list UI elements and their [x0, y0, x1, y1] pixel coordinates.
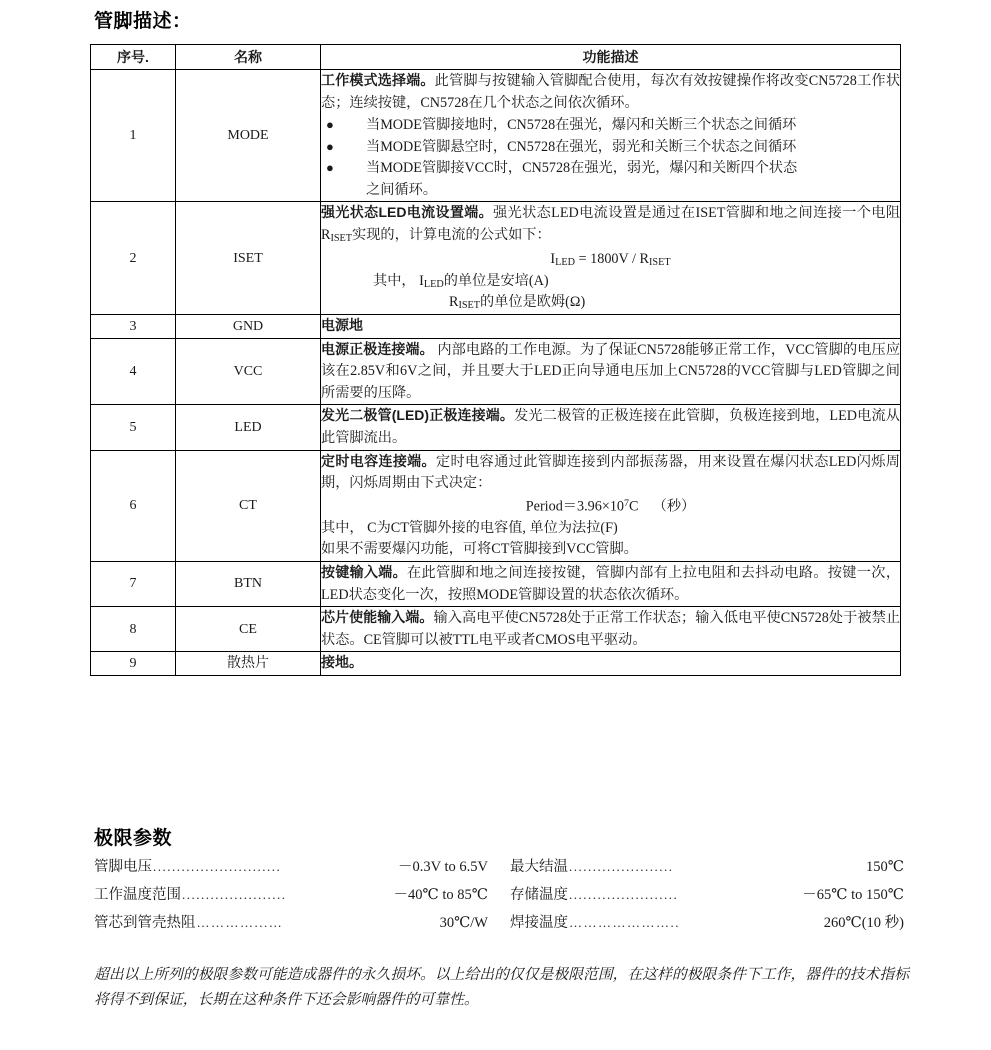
description-body: 内部电路的工作电源。为了保证CN5728能够正常工作，VCC管脚的电压应该在2.85V和6V之间，并且要大于LED正向导通电压加上CN5728的VCC管脚与LED管脚之间所需要的压降。: [321, 341, 901, 401]
pin-number: 8: [91, 607, 176, 652]
rating-row: [94, 855, 904, 876]
pin-name: GND: [176, 315, 321, 339]
description-lead: 发光二极管(LED)正极连接端。: [321, 407, 515, 424]
formula-note2-prefix: R: [449, 294, 459, 311]
description-body: 定时电容通过此管脚连接到内部振荡器，用来设置在爆闪状态LED闪烁周期，闪烁周期由下式决定：: [321, 453, 900, 492]
table-row: [91, 338, 901, 405]
absolute-maximum-title: 极限参数: [94, 828, 173, 849]
pin-name: CT: [176, 450, 321, 561]
pin-number: 4: [91, 338, 176, 405]
rating-value: 260℃(10 秒): [823, 915, 904, 931]
description-body: 此管脚与按键输入管脚配合使用，每次有效按键操作将改变CN5728工作状态；连续按键，CN5728在几个状态之间依次循环。: [321, 73, 901, 111]
description-lead: 强光状态LED电流设置端。: [321, 204, 493, 221]
formula-equals-value: = 1800V / R: [575, 250, 649, 267]
table-row: [91, 561, 901, 606]
rating-row: [94, 883, 904, 904]
pin-function-description: [321, 405, 901, 450]
pin-number: 1: [91, 70, 176, 202]
pin-function-description: [321, 607, 901, 652]
pin-number: 9: [91, 652, 176, 676]
rating-entry: [94, 855, 488, 876]
table-row: [91, 607, 901, 652]
rating-entry: [488, 883, 904, 904]
description-lead: 电源正极连接端。: [321, 340, 434, 357]
formula-note-suffix: 的单位是安培(A): [443, 272, 549, 289]
pin-number: 3: [91, 315, 176, 339]
column-header-number: 序号.: [91, 45, 176, 70]
formula-note2-subscript: ISET: [458, 300, 481, 312]
period-prefix: Period＝3.96×10: [525, 498, 625, 515]
table-header-row: [91, 45, 901, 70]
pin-description-title: 管脚描述：: [94, 11, 192, 32]
bullet-continuation: 之间循环。: [366, 181, 437, 198]
description-lead: 工作模式选择端。: [321, 72, 435, 88]
dot-leader: …………...…: [196, 915, 284, 930]
list-item: [321, 158, 900, 180]
rating-label: 工作温度范围: [94, 887, 181, 903]
formula-current-symbol: I: [550, 250, 556, 267]
rating-row: [94, 911, 904, 932]
bullet-icon: ●: [326, 160, 334, 176]
table-row: [91, 450, 901, 561]
pin-number: 7: [91, 561, 176, 606]
rating-entry: [488, 855, 904, 876]
dot-leader: ......................: [182, 887, 287, 902]
pin-function-description: [321, 652, 901, 676]
rating-entry: [94, 883, 488, 904]
description-body: 在此管脚和地之间连接按键，管脚内部有上拉电阻和去抖动电路。按键一次，LED状态变化一次，按照MODE管脚设置的状态依次循环。: [321, 564, 901, 603]
resistor-subscript: ISET: [330, 233, 353, 245]
formula-note-prefix: 其中， I: [373, 272, 424, 289]
period-suffix: C: [628, 498, 639, 515]
pin-function-description: [321, 338, 901, 405]
mode-bullet-list: [321, 115, 900, 180]
pin-name: MODE: [176, 70, 321, 202]
formula-current-subscript: LED: [555, 257, 576, 269]
pin-function-description: [321, 202, 901, 315]
absolute-maximum-ratings: [94, 855, 904, 939]
description-lead: 芯片使能输入端。: [321, 609, 434, 626]
dot-leader: .......................: [569, 887, 679, 902]
rating-label: 焊接温度: [510, 915, 568, 931]
rating-label: 管芯到管壳热阻: [94, 915, 196, 931]
description-lead: 定时电容连接端。: [321, 452, 436, 469]
pin-description-table: [90, 44, 901, 676]
ct-note-1-post: , 单位为法拉(F): [522, 519, 618, 536]
table-row: [91, 405, 901, 450]
ct-note-2: 如果不需要爆闪功能，可将CT管脚接到VCC管脚。: [321, 541, 638, 558]
rating-value: 30℃/W: [439, 915, 488, 931]
table-row: [91, 202, 901, 315]
list-item: [321, 115, 900, 137]
formula-note2-suffix: 的单位是欧姆(Ω): [480, 294, 586, 311]
description-lead: 接地。: [321, 654, 363, 671]
column-header-name: 名称: [176, 45, 321, 70]
pin-name: CE: [176, 607, 321, 652]
pin-name: LED: [176, 405, 321, 450]
description-body: 发光二极管的正极连接在此管脚，负极连接到地，LED电流从此管脚流出。: [321, 408, 900, 446]
list-item-label: 当MODE管脚悬空时，CN5728在强光，弱光和关断三个状态之间循环: [366, 138, 797, 155]
pin-number: 2: [91, 202, 176, 315]
description-body: 输入高电平使CN5728处于正常工作状态；输入低电平使CN5728处于被禁止状态。CE管脚可以被TTL电平或者CMOS电平驱动。: [321, 610, 901, 648]
rating-entry: [94, 911, 488, 932]
rating-label: 管脚电压: [94, 859, 152, 875]
list-item-label: 当MODE管脚接地时，CN5728在强光，爆闪和关断三个状态之间循环: [366, 117, 797, 134]
rating-value: －40℃ to 85℃: [393, 887, 488, 903]
rating-entry: [488, 911, 904, 932]
table-row: [91, 315, 901, 339]
ct-note-1: [321, 518, 900, 540]
ct-note-1-pre: 其中， C为CT管脚外接的电容值: [321, 519, 523, 536]
period-unit: （秒）: [652, 498, 696, 515]
period-exponent: 7: [624, 497, 629, 509]
dot-leader: …………………..: [569, 915, 680, 930]
description-body-pre: 强光状态LED电流设置是通过在ISET管脚和地之间连接一个电阻R: [321, 205, 901, 244]
pin-function-description: [321, 70, 901, 202]
table-row: [91, 652, 901, 676]
ratings-footnote: 超出以上所列的极限参数可能造成器件的永久损坏。以上给出的仅仅是极限范围，在这样的极限条件下工作，器件的技术指标将得不到保证，长期在这种条件下还会影响器件的可靠性。: [94, 967, 909, 1009]
rating-label: 存储温度: [510, 887, 568, 903]
formula-resistor-subscript: ISET: [649, 257, 671, 269]
rating-value: －0.3V to 6.5V: [398, 859, 488, 875]
pin-function-description: [321, 450, 901, 561]
pin-name: VCC: [176, 338, 321, 405]
bullet-icon: ●: [326, 117, 334, 133]
table-row: [91, 70, 901, 202]
pin-name: 散热片: [176, 652, 321, 676]
list-item: [321, 137, 900, 159]
description-lead: 电源地: [321, 317, 363, 334]
description-body-post: 实现的，计算电流的公式如下：: [352, 227, 551, 244]
iset-formula-note-2: [321, 292, 900, 314]
pin-name: ISET: [176, 202, 321, 315]
rating-value: 150℃: [866, 859, 904, 875]
description-lead: 按键输入端。: [321, 563, 407, 580]
iset-formula-main: [321, 247, 900, 271]
iset-formula-note-1: [321, 271, 900, 293]
list-item-label: 当MODE管脚接VCC时，CN5728在强光，弱光，爆闪和关断四个状态: [366, 160, 798, 177]
dot-leader: ......................: [569, 859, 674, 874]
ct-period-formula: [321, 495, 900, 518]
pin-number: 5: [91, 405, 176, 450]
pin-number: 6: [91, 450, 176, 561]
column-header-function: 功能描述: [321, 45, 901, 70]
dot-leader: ...........................: [153, 859, 282, 874]
rating-label: 最大结温: [510, 859, 568, 875]
formula-note-subscript: LED: [423, 278, 444, 290]
rating-value: －65℃ to 150℃: [802, 887, 904, 903]
pin-function-description: [321, 561, 901, 606]
pin-name: BTN: [176, 561, 321, 606]
pin-function-description: [321, 315, 901, 339]
bullet-icon: ●: [326, 138, 334, 154]
